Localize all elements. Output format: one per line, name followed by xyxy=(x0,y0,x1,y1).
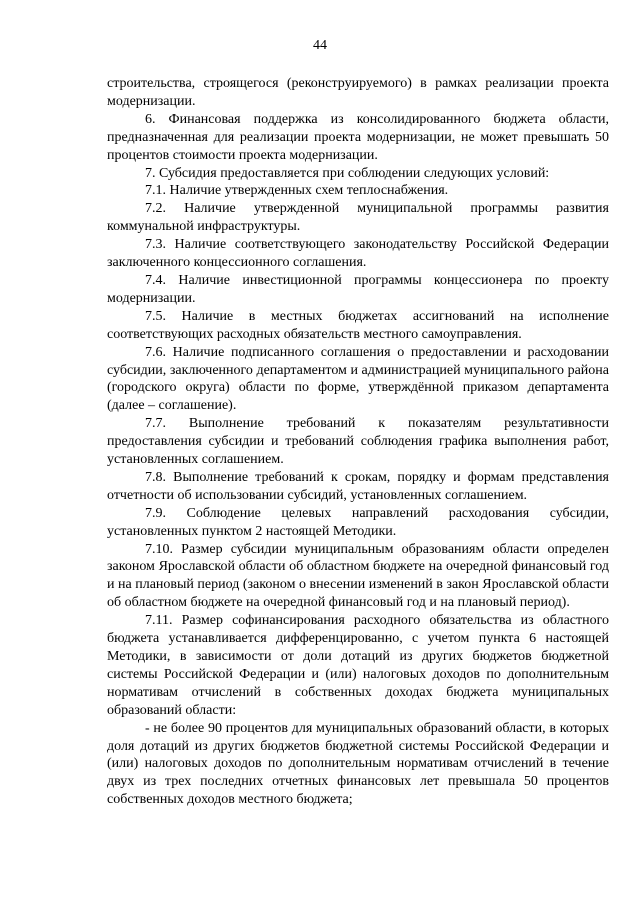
paragraph-7-5: 7.5. Наличие в местных бюджетах ассигнований на исполнение соответствующих расходных обязательств местного самоуправления. xyxy=(107,308,609,342)
paragraph-6: 6. Финансовая поддержка из консолидированного бюджета области, предназначенная для реализации проекта модернизации, не может превышать 50 процентов стоимости проекта модернизации. xyxy=(107,111,609,163)
paragraph-7-9: 7.9. Соблюдение целевых направлений расходования субсидии, установленных пунктом 2 настоящей Методики. xyxy=(107,505,609,539)
paragraph-7-11: 7.11. Размер софинансирования расходного обязательства из областного бюджета устанавливается дифференцированно, с учетом пункта 6 настоящей Методики, в зависимости от доли дотаций из других бюджетов бюджетной системы Российской Федерации и (или) налоговых доходов по дополнительным нормативам отчислений в собственных доходах бюджета муниципальных образований области: xyxy=(107,613,609,718)
paragraph-7-8: 7.8. Выполнение требований к срокам, порядку и формам представления отчетности об использовании субсидий, установленных соглашением. xyxy=(107,469,609,503)
paragraph-7-3: 7.3. Наличие соответствующего законодательству Российской Федерации заключенного концессионного соглашения. xyxy=(107,237,609,271)
paragraph-7-7: 7.7. Выполнение требований к показателям результативности предоставления субсидии и требований соблюдения графика выполнения работ, установленных соглашением. xyxy=(107,416,609,468)
paragraph-construction-continuation: строительства, строящегося (реконструируемого) в рамках реализации проекта модернизации. xyxy=(107,76,609,109)
paragraph-7-6: 7.6. Наличие подписанного соглашения о предоставлении и расходовании субсидии, заключенного департаментом и администрацией муниципального района (городского округа) области по форме, утверждённой приказом департамента (далее – соглашение). xyxy=(107,344,609,414)
paragraph-7-2: 7.2. Наличие утвержденной муниципальной программы развития коммунальной инфраструктуры. xyxy=(107,201,609,235)
paragraph-7-4: 7.4. Наличие инвестиционной программы концессионера по проекту модернизации. xyxy=(107,272,609,306)
page-number: 44 xyxy=(313,38,327,53)
paragraph-7: 7. Субсидия предоставляется при соблюдении следующих условий: xyxy=(145,165,550,181)
paragraph-list-item-90-percent: - не более 90 процентов для муниципальных образований области, в которых доля дотаций из других бюджетов бюджетной системы Российской Федерации и (или) налоговых доходов по дополнительным нормативам отчислений в течение двух из трех последних отчетных финансовых лет превышала 50 процентов собственных доходов местного бюджета; xyxy=(107,720,609,808)
paragraph-7-1: 7.1. Наличие утвержденных схем теплоснабжения. xyxy=(145,183,449,199)
document-body xyxy=(107,75,609,809)
paragraph-7-10: 7.10. Размер субсидии муниципальным образованиям области определен законом Ярославской области об областном бюджете на очередной финансовый год и на плановый период (законом о внесении изменений в закон Ярославской области об областном бюджете на очередной финансовый год и на плановый период). xyxy=(107,541,609,611)
